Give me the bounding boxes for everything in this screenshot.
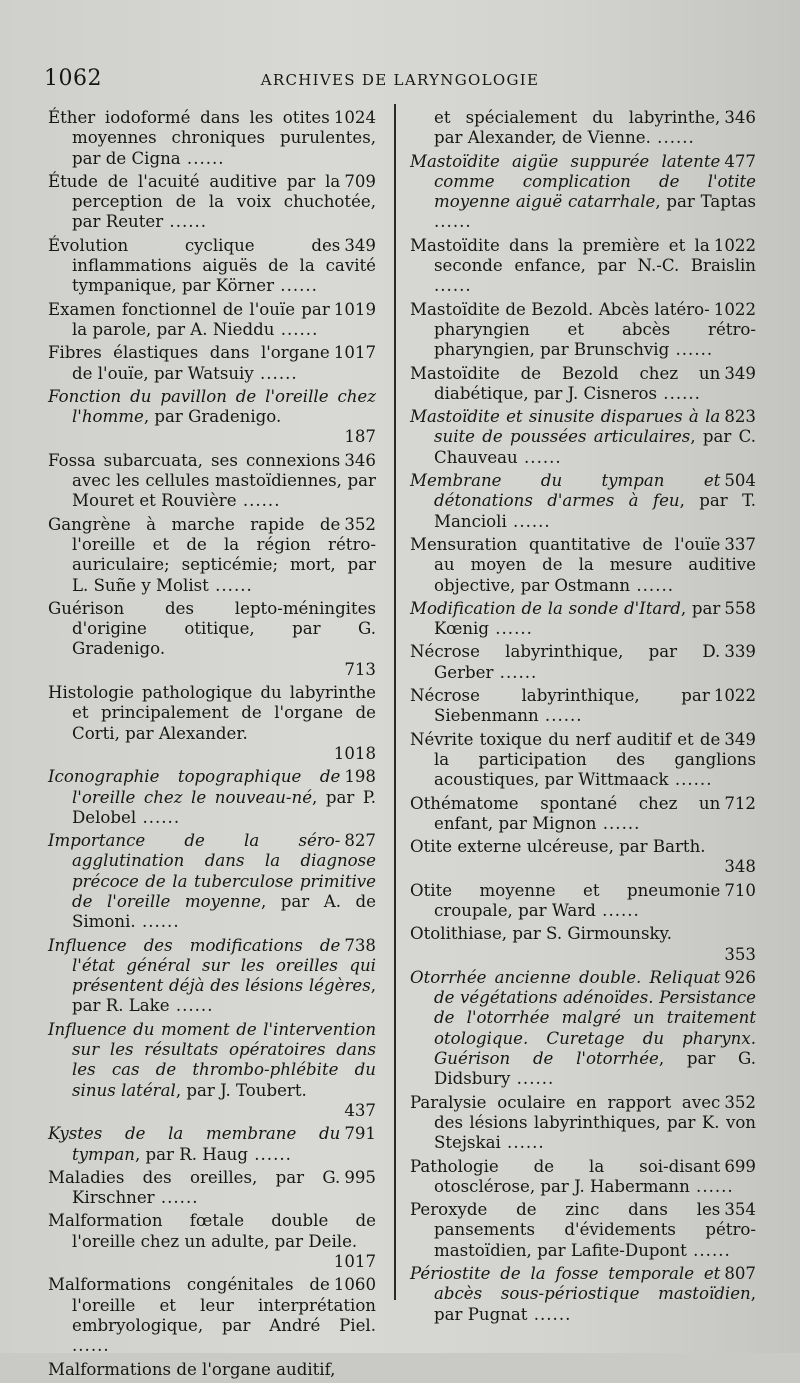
entry-text: , par C. Chauveau — [434, 427, 756, 467]
entry-text: Peroxyde de zinc dans les pansements d'évidements pétro-mastoïdien, par Lafite-Dupont — [410, 1200, 756, 1260]
entry-page-number: 504 — [724, 471, 756, 491]
index-entry — [410, 1157, 756, 1198]
entry-page-number: 558 — [724, 598, 756, 618]
entry-text: Maladies des oreilles, par G. Kirschner — [48, 1167, 341, 1208]
entry-title-italic: Périostite de la fosse temporale et abcès sous-périostique mastoïdien — [410, 1264, 751, 1304]
entry-text: , par R. Lake — [72, 976, 376, 1016]
entry-title-italic: Fonction du pavillon de l'oreille chez l'homme — [48, 386, 376, 427]
entry-text: Otite moyenne et pneumonie croupale, par Ward — [410, 880, 721, 920]
index-entry — [48, 1124, 376, 1165]
entry-page-number: 1022 — [713, 686, 756, 706]
index-entry — [410, 881, 756, 922]
entry-page-number: 187 — [344, 427, 376, 447]
entry-page-number: 995 — [344, 1167, 376, 1187]
index-entry — [410, 236, 756, 297]
entry-page-number: 699 — [724, 1156, 756, 1176]
running-head: ARCHIVES DE LARYNGOLOGIE — [260, 71, 540, 89]
index-entry — [48, 451, 376, 512]
entry-title-italic: Mastoïdite et sinusite disparues à la suite de poussées articulaires — [410, 407, 721, 447]
entry-text: Mensuration quantitative de l'ouïe au moyen de la mesure auditive objective, par Ostmann — [410, 534, 756, 595]
entry-page-number: 738 — [344, 935, 376, 955]
index-entry — [48, 683, 376, 764]
leader-dots: ...... — [180, 148, 225, 168]
entry-page-number: 337 — [724, 534, 756, 554]
leader-dots: ...... — [253, 363, 298, 383]
entry-text: Fossa subarcuata, ses connexions avec les cellules mastoïdiennes, par Mouret et Rouvière — [48, 450, 376, 511]
index-entry — [410, 924, 756, 965]
entry-title-italic: Otorrhée ancienne double. Reliquat de végétations adénoïdes. Persistance de l'otorrhée malgré un traitement otologique. Curetage du pharynx. Guérison de l'otorrhée — [410, 967, 756, 1069]
entry-page-number: 349 — [724, 729, 756, 749]
entry-text: Mastoïdite dans la première et la seconde enfance, par N.-C. Braislin — [410, 235, 756, 276]
index-entry — [48, 1168, 376, 1209]
entry-page-number: 1060 — [333, 1275, 376, 1295]
index-column-right — [410, 108, 756, 1328]
leader-dots: ...... — [510, 1069, 555, 1089]
entry-text: Mastoïdite de Bezold. Abcès latéro-pharyngien et abcès rétro-pharyngien, par Brunschvig — [410, 299, 756, 360]
entry-title-italic: Kystes de la membrane du tympan — [48, 1124, 341, 1164]
index-entry — [410, 535, 756, 596]
entry-page-number: 346 — [344, 450, 376, 470]
entry-title-italic: Mastoïdite aigüe suppurée latente comme complication de l'otite moyenne aiguë catarrhale — [410, 151, 756, 212]
leader-dots: ...... — [650, 128, 695, 148]
entry-title-italic: Importance de la séro-agglutination dans la diagnose précoce de la tuberculose primitive de l'oreille moyenne — [48, 831, 376, 911]
index-entry — [48, 300, 376, 341]
leader-dots: ...... — [163, 212, 208, 232]
leader-dots: ...... — [274, 276, 318, 296]
entry-text: Guérison des lepto-méningites d'origine otitique, par G. Gradenigo. — [48, 598, 376, 659]
leader-dots: ...... — [630, 575, 675, 595]
leader-dots: ...... — [247, 1144, 292, 1164]
entry-text: Malformations de l'organe auditif, — [48, 1359, 336, 1379]
index-entry — [48, 108, 376, 169]
leader-dots: ...... — [538, 706, 583, 726]
entry-text: , par Kœnig — [434, 598, 721, 639]
entry-text: Otite externe ulcéreuse, par Barth. — [410, 837, 706, 857]
entry-page-number: 791 — [344, 1124, 376, 1144]
entry-text: Gangrène à marche rapide de l'oreille et de la région rétro-auriculaire; septicémie; mort, par L. Suñe y Molist — [48, 514, 376, 595]
entry-text: Paralysie oculaire en rapport avec des lésions labyrinthiques, par K. von Stejskai — [410, 1092, 756, 1153]
leader-dots: ...... — [434, 276, 472, 296]
entry-title-italic: Influence des modifications de l'état général sur les oreilles qui présentent déjà des lésions légères — [48, 935, 376, 996]
page-number: 1062 — [44, 66, 102, 91]
entry-text: , par Taptas — [655, 192, 756, 212]
entry-page-number: 823 — [724, 407, 756, 427]
index-entry — [410, 1093, 756, 1154]
entry-page-number: 1018 — [333, 743, 376, 763]
leader-dots: ...... — [668, 770, 713, 790]
entry-text: Pathologie de la soi-disant otosclérose, par J. Habermann — [410, 1156, 721, 1196]
leader-dots: ...... — [208, 575, 253, 595]
entry-text: Névrite toxique du nerf auditif et de la participation des ganglions acoustiques, par Wittmaack — [410, 729, 756, 790]
index-entry — [410, 968, 756, 1090]
index-entry — [410, 152, 756, 233]
leader-dots: ...... — [595, 900, 640, 920]
index-entry — [48, 1211, 376, 1272]
entry-text: Malformation fœtale double de l'oreille chez un adulte, par Deile. — [48, 1211, 376, 1251]
index-column-left — [48, 108, 376, 1383]
entry-page-number: 1024 — [333, 108, 376, 127]
entry-text: Éther iodoformé dans les otites moyennes chroniques purulentes, par de Cigna — [48, 108, 376, 168]
entry-page-number: 477 — [724, 151, 756, 171]
entry-text: Mastoïdite de Bezold chez un diabétique, par J. Cisneros — [410, 363, 721, 403]
entry-page-number: 352 — [344, 514, 376, 534]
entry-page-number: 1022 — [713, 235, 756, 255]
index-entry — [410, 686, 756, 727]
leader-dots: ...... — [136, 807, 181, 827]
index-entry — [410, 108, 756, 149]
entry-text: , par G. Didsbury — [434, 1049, 756, 1089]
index-entry — [48, 172, 376, 233]
leader-dots: ...... — [596, 813, 641, 833]
entry-page-number: 353 — [724, 944, 756, 964]
entry-text: et spécialement du labyrinthe, par Alexander, de Vienne. — [434, 108, 721, 148]
entry-text: , par T. Mancioli — [434, 491, 756, 531]
entry-text: Histologie pathologique du labyrinthe et principalement de l'organe de Corti, par Alexander. — [48, 683, 376, 743]
index-entry — [410, 642, 756, 683]
entry-text: Évolution cyclique des inflammations aiguës de la cavité tympanique, par Körner — [48, 235, 376, 296]
entry-page-number: 807 — [724, 1264, 756, 1284]
entry-text: , par Gradenigo. — [143, 407, 282, 427]
entry-page-number: 198 — [344, 767, 376, 787]
leader-dots: ...... — [506, 511, 551, 531]
entry-title-italic: Influence du moment de l'intervention sur les résultats opératoires dans les cas de thrombo-phlébite du sinus latéral — [48, 1019, 376, 1100]
index-entry — [410, 1200, 756, 1261]
index-entry — [410, 730, 756, 791]
leader-dots: ...... — [527, 1304, 572, 1324]
entry-text: Othématome spontané chez un enfant, par Mignon — [410, 793, 721, 833]
entry-page-number: 1019 — [333, 299, 376, 319]
index-entry — [48, 936, 376, 1017]
entry-page-number: 354 — [724, 1200, 756, 1220]
index-entry — [48, 387, 376, 448]
entry-page-number: 709 — [344, 171, 376, 191]
leader-dots: ...... — [500, 1133, 545, 1153]
entry-page-number: 712 — [724, 793, 756, 813]
entry-page-number: 348 — [724, 857, 756, 877]
index-entry — [410, 837, 756, 878]
leader-dots: ...... — [434, 212, 472, 232]
entry-text: , par P. Delobel — [72, 787, 376, 827]
entry-text: Nécrose labyrinthique, par Siebenmann — [410, 686, 710, 726]
entry-page-number: 349 — [344, 235, 376, 255]
entry-text: Otolithiase, par S. Girmounsky. — [410, 924, 672, 944]
entry-text: , par J. Toubert. — [175, 1080, 307, 1100]
entry-text: Fibres élastiques dans l'organe de l'ouïe, par Watsuiy — [48, 343, 330, 383]
entry-title-italic: Modification de la sonde d'Itard — [410, 598, 681, 618]
index-entry — [410, 1264, 756, 1325]
leader-dots: ...... — [72, 1336, 110, 1356]
entry-page-number: 339 — [724, 642, 756, 662]
index-entry — [48, 767, 376, 828]
leader-dots: ...... — [669, 340, 714, 360]
index-entry — [410, 599, 756, 640]
leader-dots: ...... — [236, 491, 281, 511]
leader-dots: ...... — [154, 1188, 199, 1208]
leader-dots: ...... — [274, 319, 319, 339]
entry-text: , par Pugnat — [434, 1284, 756, 1324]
column-divider — [394, 104, 396, 1300]
index-entry — [48, 1275, 376, 1356]
entry-page-number: 926 — [724, 967, 756, 987]
index-entry — [410, 407, 756, 468]
page-header — [44, 66, 756, 96]
entry-text: , par A. de Simoni. — [72, 891, 376, 932]
index-entry — [48, 515, 376, 596]
entry-title-italic: Membrane du tympan et détonations d'armes à feu — [410, 471, 721, 511]
entry-page-number: 1017 — [333, 343, 376, 363]
leader-dots: ...... — [135, 912, 180, 932]
index-entry — [48, 1360, 376, 1380]
entry-page-number: 346 — [724, 108, 756, 127]
leader-dots: ...... — [517, 447, 562, 467]
entry-text: Étude de l'acuité auditive par la perception de la voix chuchotée, par Reuter — [48, 171, 376, 232]
leader-dots: ...... — [493, 662, 538, 682]
leader-dots: ...... — [488, 619, 533, 639]
index-entry — [48, 599, 376, 680]
leader-dots: ...... — [686, 1240, 731, 1260]
index-entry — [410, 364, 756, 405]
entry-text: Nécrose labyrinthique, par D. Gerber — [410, 642, 721, 682]
entry-page-number: 713 — [344, 659, 376, 679]
index-entry — [48, 1020, 376, 1121]
leader-dots: ...... — [169, 996, 214, 1016]
entry-page-number: 710 — [724, 880, 756, 900]
leader-dots: ...... — [689, 1176, 734, 1196]
entry-page-number: 827 — [344, 831, 376, 851]
entry-text: Malformations congénitales de l'oreille et leur interprétation embryologique, par André Piel. — [48, 1275, 376, 1335]
entry-page-number: 1022 — [713, 299, 756, 319]
entry-page-number: 1017 — [333, 1252, 376, 1272]
entry-text: , par R. Haug — [134, 1144, 248, 1164]
index-entry — [48, 236, 376, 297]
index-entry — [48, 831, 376, 932]
index-entry — [48, 343, 376, 384]
entry-page-number: 352 — [724, 1092, 756, 1112]
index-entry — [410, 300, 756, 361]
leader-dots: ...... — [657, 383, 701, 403]
index-entry — [410, 471, 756, 532]
entry-page-number: 349 — [724, 363, 756, 383]
entry-page-number: 437 — [344, 1100, 376, 1120]
index-entry — [410, 794, 756, 835]
entry-text: Examen fonctionnel de l'ouïe par la parole, par A. Nieddu — [48, 299, 330, 339]
entry-title-italic: Iconographie topographique de l'oreille chez le nouveau-né — [48, 767, 341, 807]
